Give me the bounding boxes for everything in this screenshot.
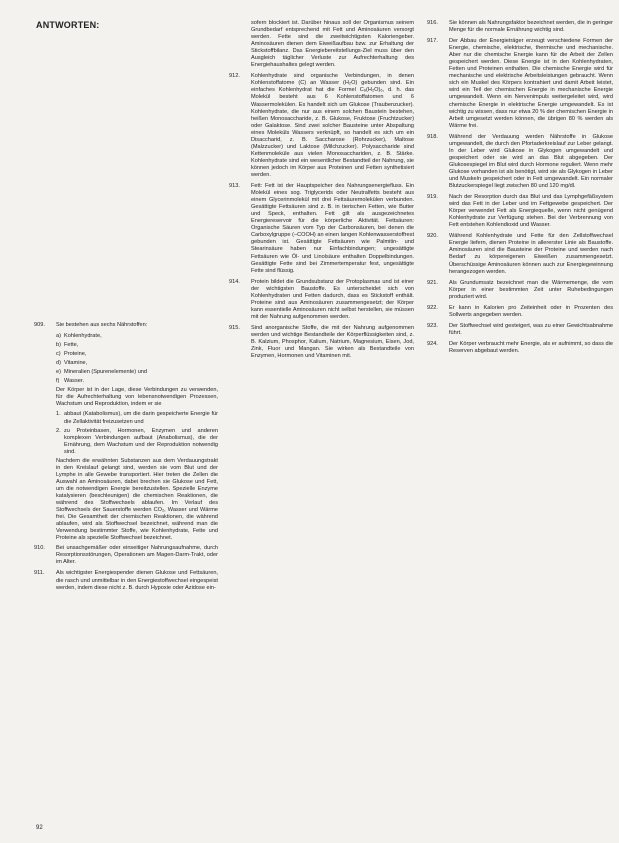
answer-number: 922. bbox=[427, 304, 438, 311]
list-marker: c) bbox=[56, 351, 61, 358]
list-text: Fette, bbox=[64, 342, 79, 349]
answer-number: 916. bbox=[427, 20, 438, 26]
answer-912 bbox=[229, 73, 414, 179]
answer-number: 914. bbox=[229, 278, 240, 285]
list-text: zu Proteinbasen, Hormonen, Enzymen und anderen komplexen Verbindungen aufbaut (Anabolismus), die der Ernährung, dem Wachstum und der Reproduktion notwendig sind. bbox=[64, 427, 218, 455]
page-number: 92 bbox=[36, 825, 43, 831]
answer-number: 924. bbox=[427, 340, 438, 347]
paragraph: Nachdem die erwähnten Substanzen aus dem Verdauungstrakt in den Kreislauf gelangt sind, werden sie vom Blut und der Lymphe in alle Gewebe transportiert. Hier treten die Zellen die Auswahl an Aminosäuren, dabei brechen sie Glukose und Fett, um die notwendigen Energie bereitzustellen. Spezielle Enzyme katalysieren (beschleunigen) die chemischen Reaktionen, die während des Stoffwechsels ablaufen. Im Verlauf des Stoffwechsels der Sauerstoffe werden CO₂, Wasser und Wärme frei. Die Gesamtheit der chemischen Reaktionen, die während ablaufen, wird als Stoffwechsel bezeichnet, während man die Verwendung bestimmter Stoffe, wie Kohlenhydrate, Fette und Proteine als spezielle Stoffwechsel bezeichnet. bbox=[56, 457, 218, 542]
list-text: Mineralien (Spurenelemente) und bbox=[64, 369, 148, 376]
answer-text: Sind anorganische Stoffe, die mit der Nahrung aufgenommen werden und wichtige Bestandteile der Körperflüssigkeiten sind, z. B. Kalzium, Phosphor, Kalium, Natrium, Magnesium, Eisen, Jod, Zink, Fluor und Mangan. Sie wirken als Bestandteile von Enzymen, Hormonen und Vitaminen mit. bbox=[251, 324, 414, 360]
answer-text: Kohlenhydrate sind organische Verbindungen, in denen Kohlenstoffatome (C) an Wasser (H₂O) gebunden sind. Ein einfaches Kohlenhydrat hat die Formel C₆(H₂O)₆, d. h. das Molekül besteht aus 6 Kohlenstoffatomen und 6 Wassermolekülen. Es handelt sich um Glukose (Traubenzucker). Kohlenhydrate, die nur aus einem solchen Baustein bestehen, heißen Monosaccharide, z. B. Glukose, Fruktose (Fruchtzucker) oder Galaktose. Sind zwei solcher Bausteine unter Abspaltung eines Moleküls Wassers verknüpft, so handelt es sich um ein Disaccharid, z. B. Saccharose (Rohrzucker), Maltose (Malzzucker) und Laktose (Milchzucker). Polysaccharide sind Kettenmoleküle aus vielen Monosacchariden, z. B. Stärke. Kohlenhydrate sind ein wesentlicher Bestandteil der Nahrung, sie können jedoch im Körper aus Proteinen und Fetten synthetisiert werden. bbox=[251, 73, 414, 178]
list-item bbox=[34, 342, 218, 349]
answer-number: 910. bbox=[34, 545, 45, 552]
list-text: Kohlenhydrate, bbox=[64, 333, 102, 340]
answer-919 bbox=[427, 194, 613, 229]
answer-number: 913. bbox=[229, 183, 240, 190]
answer-text: Der Körper verbraucht mehr Energie, als er aufnimmt, so dass die Reserven abgebaut werden. bbox=[449, 340, 613, 354]
list-marker: 1. bbox=[56, 411, 61, 418]
answer-916 bbox=[427, 20, 613, 34]
list-marker: f) bbox=[56, 378, 60, 385]
answer-text: Während der Verdauung werden Nährstoffe in Glukose umgewandelt, die durch den Pfortaderkreislauf zur Leber gelangt. In der Leber wird Glukose in Glykogen umgewandelt und gespeichert oder sie wird an das Blut abgegeben. Der Glukosespiegel im Blut wird durch Hormone reguliert. Wenn mehr Glukose vorhanden ist als benötigt, wird sie als Glykogen in Leber und Muskeln gespeichert oder in Fett umgewandelt. Ein normaler Blutzuckerspiegel liegt zwischen 80 und 120 mg/dl. bbox=[449, 133, 613, 190]
paragraph: Der Körper ist in der Lage, diese Verbindungen zu verwenden, für die Aufrechterhaltung von lebensnotwendigen Prozessen, Wachstum und Reproduktion, indem er sie bbox=[56, 387, 218, 408]
page-heading: ANTWORTEN: bbox=[36, 20, 100, 30]
list-item bbox=[34, 360, 218, 367]
answer-text: Er kann in Kalorien pro Zeiteinheit oder in Prozenten des Sollwerts angegeben werden. bbox=[449, 304, 613, 318]
answer-number: 920. bbox=[427, 233, 438, 240]
list-marker: a) bbox=[56, 333, 61, 340]
answer-915 bbox=[229, 325, 414, 360]
list-text: Vitamine, bbox=[64, 360, 88, 367]
answer-text: Der Abbau der Energieträger erzeugt verschiedene Formen der Energie, chemische, elektrische, thermische und mechanische. Aber nur die chemische Energie kann für die Arbeit der Zellen gespeichert werden. Diese Energie ist in den Kohlenhydraten, Fetten und Proteinen enthalten. Die chemische Energie wird für mechanische und elektrische Arbeitsleistungen gebraucht. Wenn sich ein Muskel des Körpers kontrahiert und damit Arbeit leistet, wird ein Teil der chemischen Energie in mechanische Energie umgewandelt. Wenn ein Nervenimpuls weitergeleitet wird, wird chemische Energie in elektrische Energie umgewandelt. Es ist wichtig zu wissen, dass nur etwa 20 % der chemischen Energie in Arbeit umgesetzt werden können, die übrigen 80 % werden als Wärme frei. bbox=[449, 38, 613, 129]
list-item bbox=[34, 428, 218, 456]
answer-910 bbox=[34, 545, 218, 566]
list-item bbox=[34, 411, 218, 425]
list-marker: e) bbox=[56, 369, 61, 376]
answer-918 bbox=[427, 134, 613, 190]
answer-text: Während Kohlenhydrate und Fette für den Zellstoffwechsel Energie liefern, dienen Proteine in allererster Linie als Baustoffe. Aminosäuren sind die Bausteine der Proteine und werden nach Bedarf zu körpereigenen Eiweißen zusammengesetzt. Überschüssige Aminosäuren können auch zur Energiegewinnung herangezogen werden. bbox=[449, 233, 613, 275]
answer-922 bbox=[427, 305, 613, 319]
answer-924 bbox=[427, 341, 613, 355]
answer-number: 911. bbox=[34, 570, 45, 577]
list-item bbox=[34, 378, 218, 385]
list-item bbox=[34, 369, 218, 376]
answer-917 bbox=[427, 38, 613, 130]
answer-text: Nach der Resorption durch das Blut und das Lymphgefäßsystem wird das Fett in der Leber und im Fettgewebe gespeichert. Der Körper verwendet Fett als Energiequelle, wenn nicht genügend Kohlenhydrate zur Verfügung stehen. Bei der Verbrennung von Fett entstehen Kohlendioxid und Wasser. bbox=[449, 194, 613, 229]
answer-text: Sie bestehen aus sechs Nährstoffen: bbox=[56, 322, 148, 328]
answer-number: 917. bbox=[427, 38, 438, 45]
list-item bbox=[34, 333, 218, 340]
answer-text: Als wichtigster Energiespender dienen Glukose und Fettsäuren, die rasch und unmittelbar in den Energiestoffwechsel eingespeist werden, indem diese nicht z. B. durch Hypoxie oder Azidose ein- bbox=[56, 570, 218, 591]
answer-number: 918. bbox=[427, 133, 438, 140]
answer-text: Der Stoffwechsel wird gesteigert, was zu einer Gewichtsabnahme führt. bbox=[449, 322, 613, 336]
answer-text: Protein bildet die Grundsubstanz der Protoplasmas und ist einer der wichtigsten Baustoffe. Es unterscheidet sich von Kohlenhydraten und Fetten dadurch, dass es Stickstoff enthält. Proteine sind aus Aminosäuren zusammengesetzt; der Körper kann essentielle Aminosäuren nicht selbst herstellen, sie müssen mit der Nahrung aufgenommen werden. bbox=[251, 278, 414, 320]
answer-number: 912. bbox=[229, 73, 240, 80]
answer-text: Als Grundumsatz bezeichnet man die Wärmemenge, die vom Körper in einer bestimmten Zeit unter Ruhebedingungen produziert wird. bbox=[449, 279, 613, 300]
list-marker: b) bbox=[56, 342, 61, 349]
answer-number: 921. bbox=[427, 279, 438, 286]
answer-number: 915. bbox=[229, 324, 240, 331]
answer-number: 909. bbox=[34, 322, 45, 328]
answer-number: 919. bbox=[427, 194, 438, 201]
list-item bbox=[34, 351, 218, 358]
answer-number: 923. bbox=[427, 322, 438, 329]
list-text: Proteine, bbox=[64, 351, 87, 358]
answer-913 bbox=[229, 183, 414, 275]
list-marker: 2. bbox=[56, 427, 61, 434]
answer-909 bbox=[34, 322, 218, 329]
answer-911 bbox=[34, 570, 218, 591]
column-left bbox=[34, 322, 218, 596]
answer-text: Fett: Fett ist der Hauptspeicher des Nahrungsenergiefluss. Ein Molekül eines sog. Triglycerids oder Neutralfetts besteht aus einem Glycerinmolekül mit drei Fettsäuremolekülen verbunden. Gesättigte Fettsäuren sind z. B. in tierischen Fetten, wie Butter und Speck, enthalten. Fett gilt als ausgezeichnetes Energiereservoir für die körperliche Aktivität. Fettsäuren: Organische Säuren vom Typ der Carbonsäuren, bei denen die Carboxylgruppe (–COOH) an einen langen Kohlenwasserstoffrest gebunden ist. Gesättigte Fettsäuren wie Palmitin- und Stearinsäure haben nur Einfachbindungen; ungesättigte Fettsäuren wie Öl- und Linolsäure enthalten Doppelbindungen. Gesättigte Fette sind bei Zimmertemperatur fest, ungesättigte Fette sind flüssig. bbox=[251, 183, 414, 274]
answer-920 bbox=[427, 233, 613, 275]
list-text: abbaut (Katabolismus), um die darin gespeicherte Energie für die Zellaktivität freizusetzen und bbox=[64, 411, 218, 425]
answer-text: Bei unsachgemäßer oder einseitiger Nahrungsaufnahme, durch Resorptionsstörungen, Operationen am Magen-Darm-Trakt, oder im Alter. bbox=[56, 545, 218, 566]
answer-921 bbox=[427, 280, 613, 301]
column-middle bbox=[229, 20, 414, 364]
answer-text: Sie können als Nahrungsfaktor bezeichnet werden, die in geringer Menge für die normale Ernährung wichtig sind. bbox=[449, 20, 613, 34]
answer-923 bbox=[427, 323, 613, 337]
column-right bbox=[427, 20, 613, 359]
answer-914 bbox=[229, 279, 414, 321]
list-text: Wasser. bbox=[64, 378, 84, 385]
answer-continuation: sofern blockiert ist. Darüber hinaus soll der Organismus seinem Grundbedarf entsprechend mit Fett und Aminosäuren versorgt werden. Fette sind die zweitwichtigsten Kaloriengeber. Aminosäuren dienen dem Eiweißaufbau bzw. zur Erhaltung der Stickstoffbilanz. Das Energiebereitstellungs-Ziel muss über den Ausgleich täglicher Verluste zur Aufrechterhaltung des Energiehaushaltes gelegt werden. bbox=[251, 20, 414, 69]
list-marker: d) bbox=[56, 360, 61, 367]
